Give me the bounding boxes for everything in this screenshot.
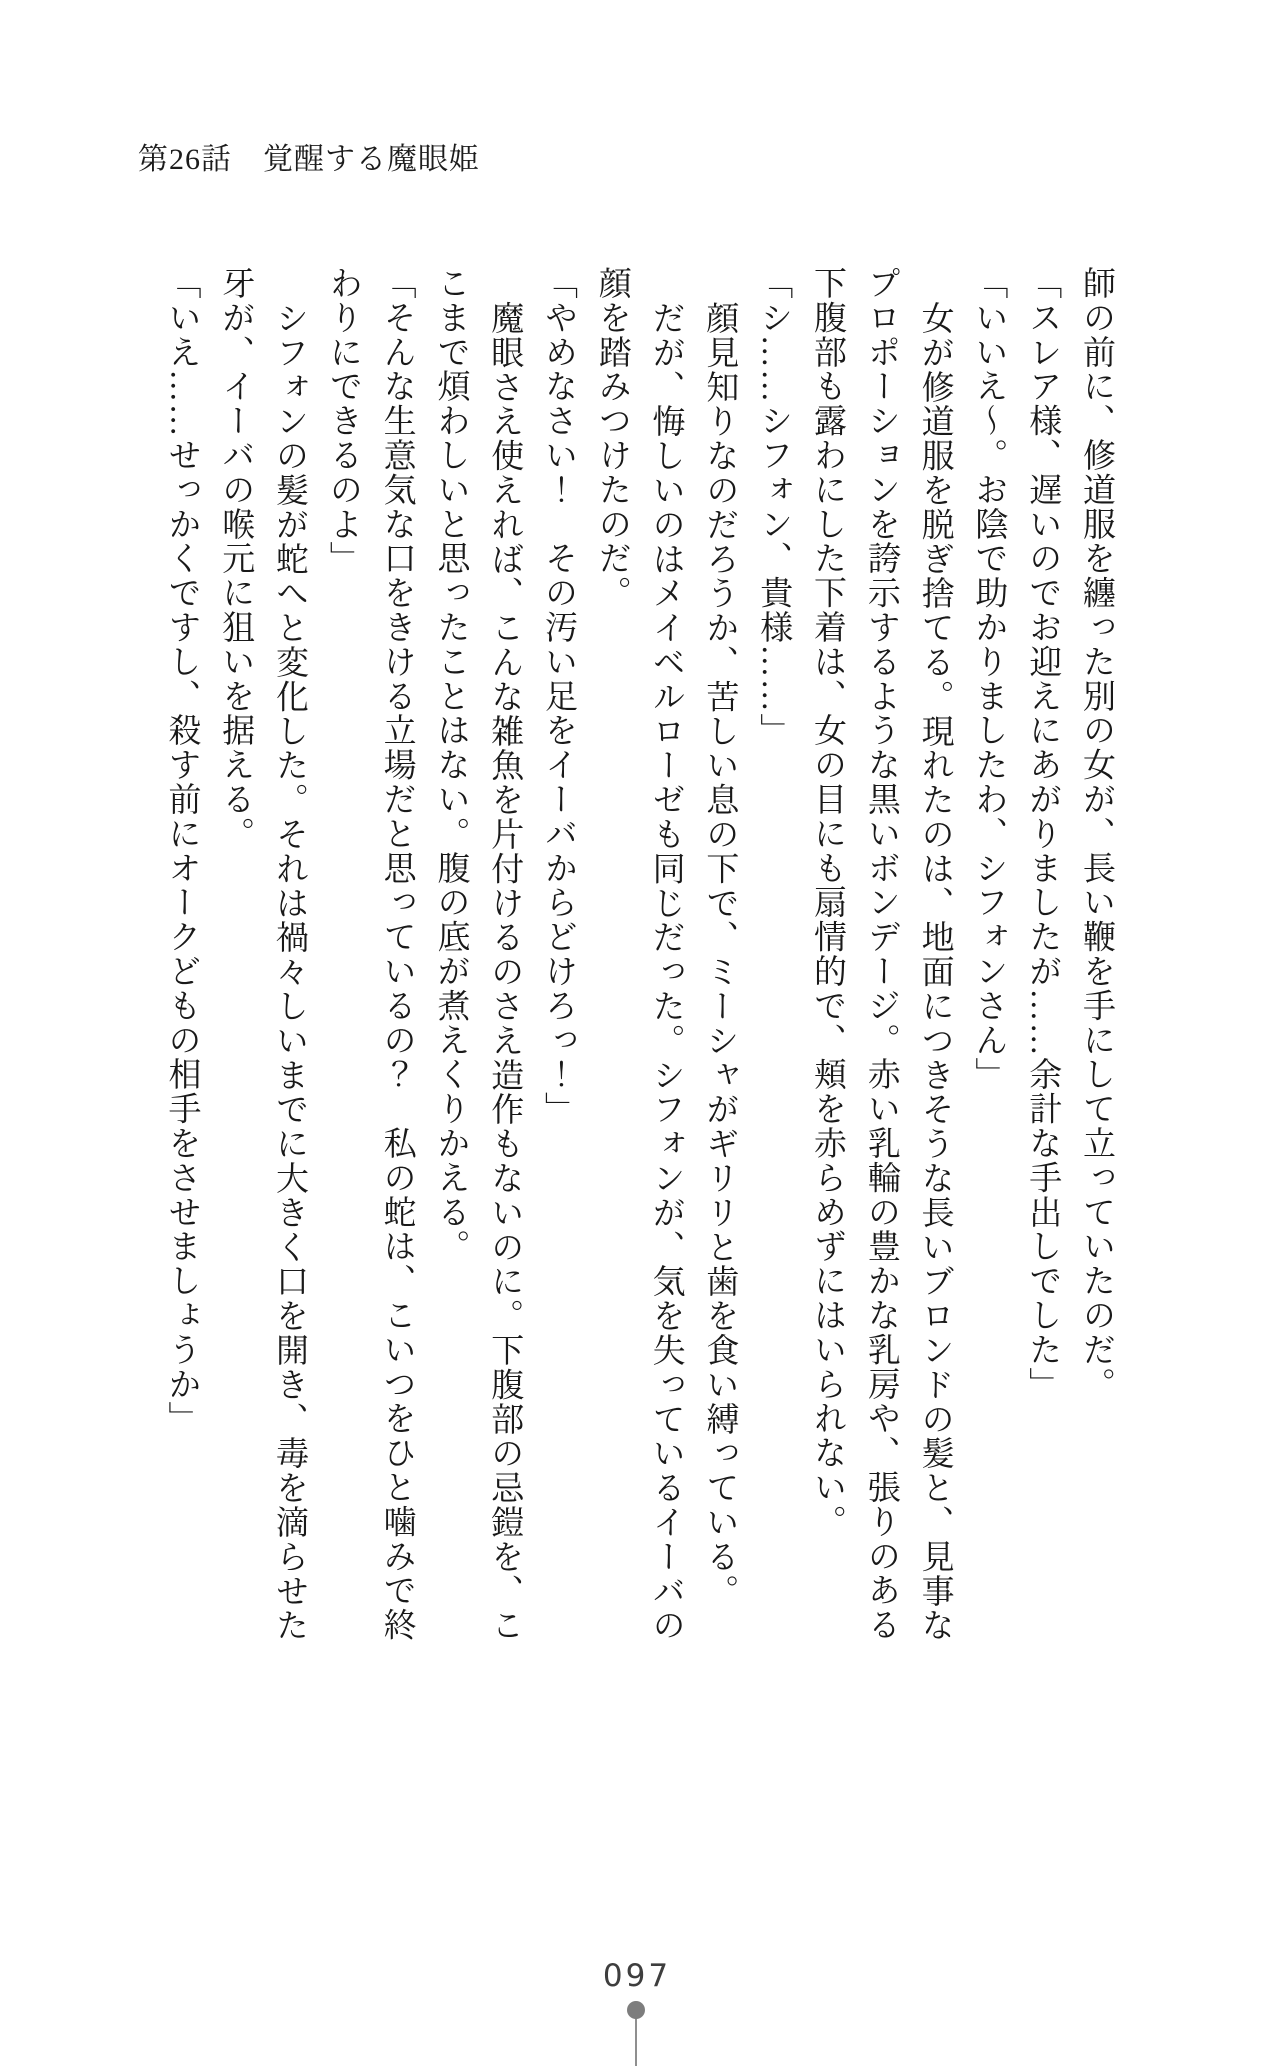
text-column: 女が修道服を脱ぎ捨てる。現れたのは、地面につきそうな長いブロンドの髪と、見事な: [916, 300, 953, 1643]
vertical-text-block: [154, 266, 1122, 1656]
text-column: 顔見知りなのだろうか、苦しい息の下で、ミーシャがギリリと歯を食い縛っている。: [701, 300, 738, 1608]
footer-dot-marker: [627, 2001, 645, 2019]
text-column: 師の前に、修道服を纏った別の女が、長い鞭を手にして立っていたのだ。: [1078, 266, 1114, 1402]
chapter-header: 第26話 覚醒する魔眼姫: [138, 143, 480, 176]
text-column: 牙が、イーバの喉元に狙いを据える。: [217, 266, 254, 851]
text-column: わりにできるのよ」: [324, 266, 361, 576]
text-column: 顔を踏みつけたのだ。: [593, 266, 630, 610]
text-column: 「いいえ～。お陰で助かりましたわ、シフォンさん」: [970, 266, 1007, 1092]
text-column: だが、悔しいのはメイベルローゼも同じだった。シフォンが、気を失っているイーバの: [647, 300, 684, 1643]
text-column: 「シ……シフォン、貴様……」: [755, 266, 792, 748]
text-column: プロポーションを誇示するような黒いボンデージ。赤い乳輪の豊かな乳房や、張りのある: [862, 266, 899, 1642]
text-column: 「いえ……せっかくですし、殺す前にオークどもの相手をさせましょうか」: [163, 266, 200, 1436]
text-column: 下腹部も露わにした下着は、女の目にも扇情的で、頬を赤らめずにはいられない。: [809, 266, 846, 1539]
text-column: シフォンの髪が蛇へと変化した。それは禍々しいまでに大きく口を開き、毒を滴らせた: [271, 300, 308, 1643]
text-column: 「そんな生意気な口をきける立場だと思っているの？ 私の蛇は、こいつをひと噛みで終: [378, 266, 415, 1642]
text-column: 「やめなさい！ その汚い足をイーバからどけろっ！」: [540, 266, 577, 1126]
text-column: こまで煩わしいと思ったことはない。腹の底が煮えくりかえる。: [432, 266, 469, 1264]
text-column: 「スレア様、遅いのでお迎えにあがりましたが……余計な手出しでした」: [1024, 266, 1061, 1402]
page-number: 097: [602, 1958, 672, 1994]
text-column: 魔眼さえ使えれば、こんな雑魚を片付けるのさえ造作もないのに。下腹部の忌鎧を、こ: [486, 300, 523, 1643]
